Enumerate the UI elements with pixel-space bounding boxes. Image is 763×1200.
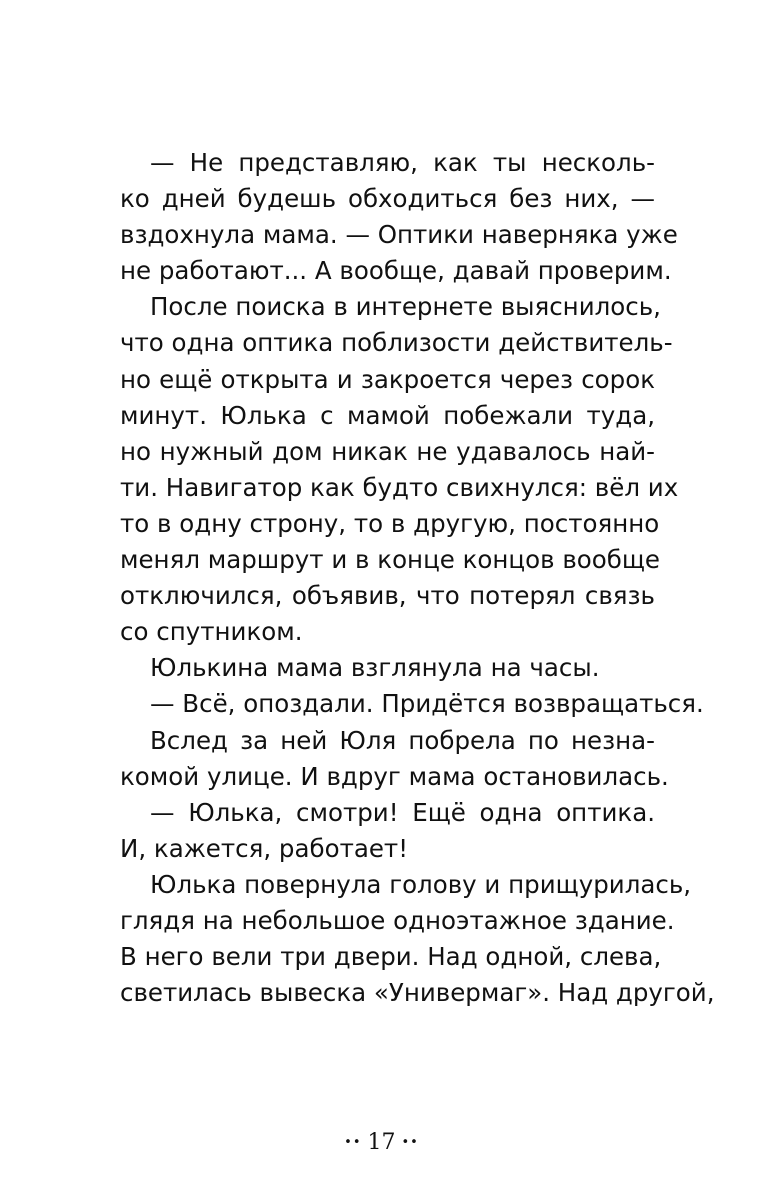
text-line: менял маршрут и в конце концов вообще — [120, 545, 660, 575]
text-line: но ещё открыта и закроется через сорок — [120, 364, 655, 394]
text-line: не работают... А вообще, давай проверим. — [120, 256, 672, 286]
text-line: Юлькина мама взглянула на часы. — [150, 653, 600, 683]
text-line: глядя на небольшое одноэтажное здание. — [120, 905, 675, 935]
text-line: светилась вывеска «Универмаг». Над другой, — [120, 978, 715, 1008]
page-number: 17 — [367, 1130, 396, 1155]
body-text — [120, 145, 715, 1011]
text-line: ко дней будешь обходиться без них, — — [120, 184, 655, 214]
text-line: то в одну строну, то в другую, постоянно — [120, 508, 660, 538]
text-line: В него вели три двери. Над одной, слева, — [120, 942, 662, 972]
text-line: отключился, объявив, что потерял связь — [120, 581, 655, 611]
ornament-left: •• — [344, 1135, 362, 1150]
text-line: ти. Навигатор как будто свихнулся: вёл их — [120, 472, 679, 502]
text-line: но нужный дом никак не удавалось най- — [120, 436, 655, 466]
text-line: Юлька повернула голову и прищурилась, — [150, 869, 692, 899]
text-line: Вслед за ней Юля побрела по незна- — [150, 725, 655, 755]
text-line: — Всё, опоздали. Придётся возвращаться. — [150, 689, 704, 719]
text-line: И, кажется, работает! — [120, 833, 409, 863]
text-line: После поиска в интернете выяснилось, — [150, 292, 661, 322]
text-line: что одна оптика поблизости действитель- — [120, 328, 673, 358]
text-line: минут. Юлька с мамой побежали туда, — [120, 400, 655, 430]
text-line: — Юлька, смотри! Ещё одна оптика. — [150, 797, 655, 827]
page-footer — [0, 1128, 763, 1158]
ornament-right: •• — [401, 1135, 419, 1150]
text-line: комой улице. И вдруг мама остановилась. — [120, 761, 669, 791]
text-line: со спутником. — [120, 617, 303, 647]
text-line: — Не представляю, как ты несколь- — [150, 148, 655, 177]
text-line: вздохнула мама. — Оптики наверняка уже — [120, 220, 678, 250]
